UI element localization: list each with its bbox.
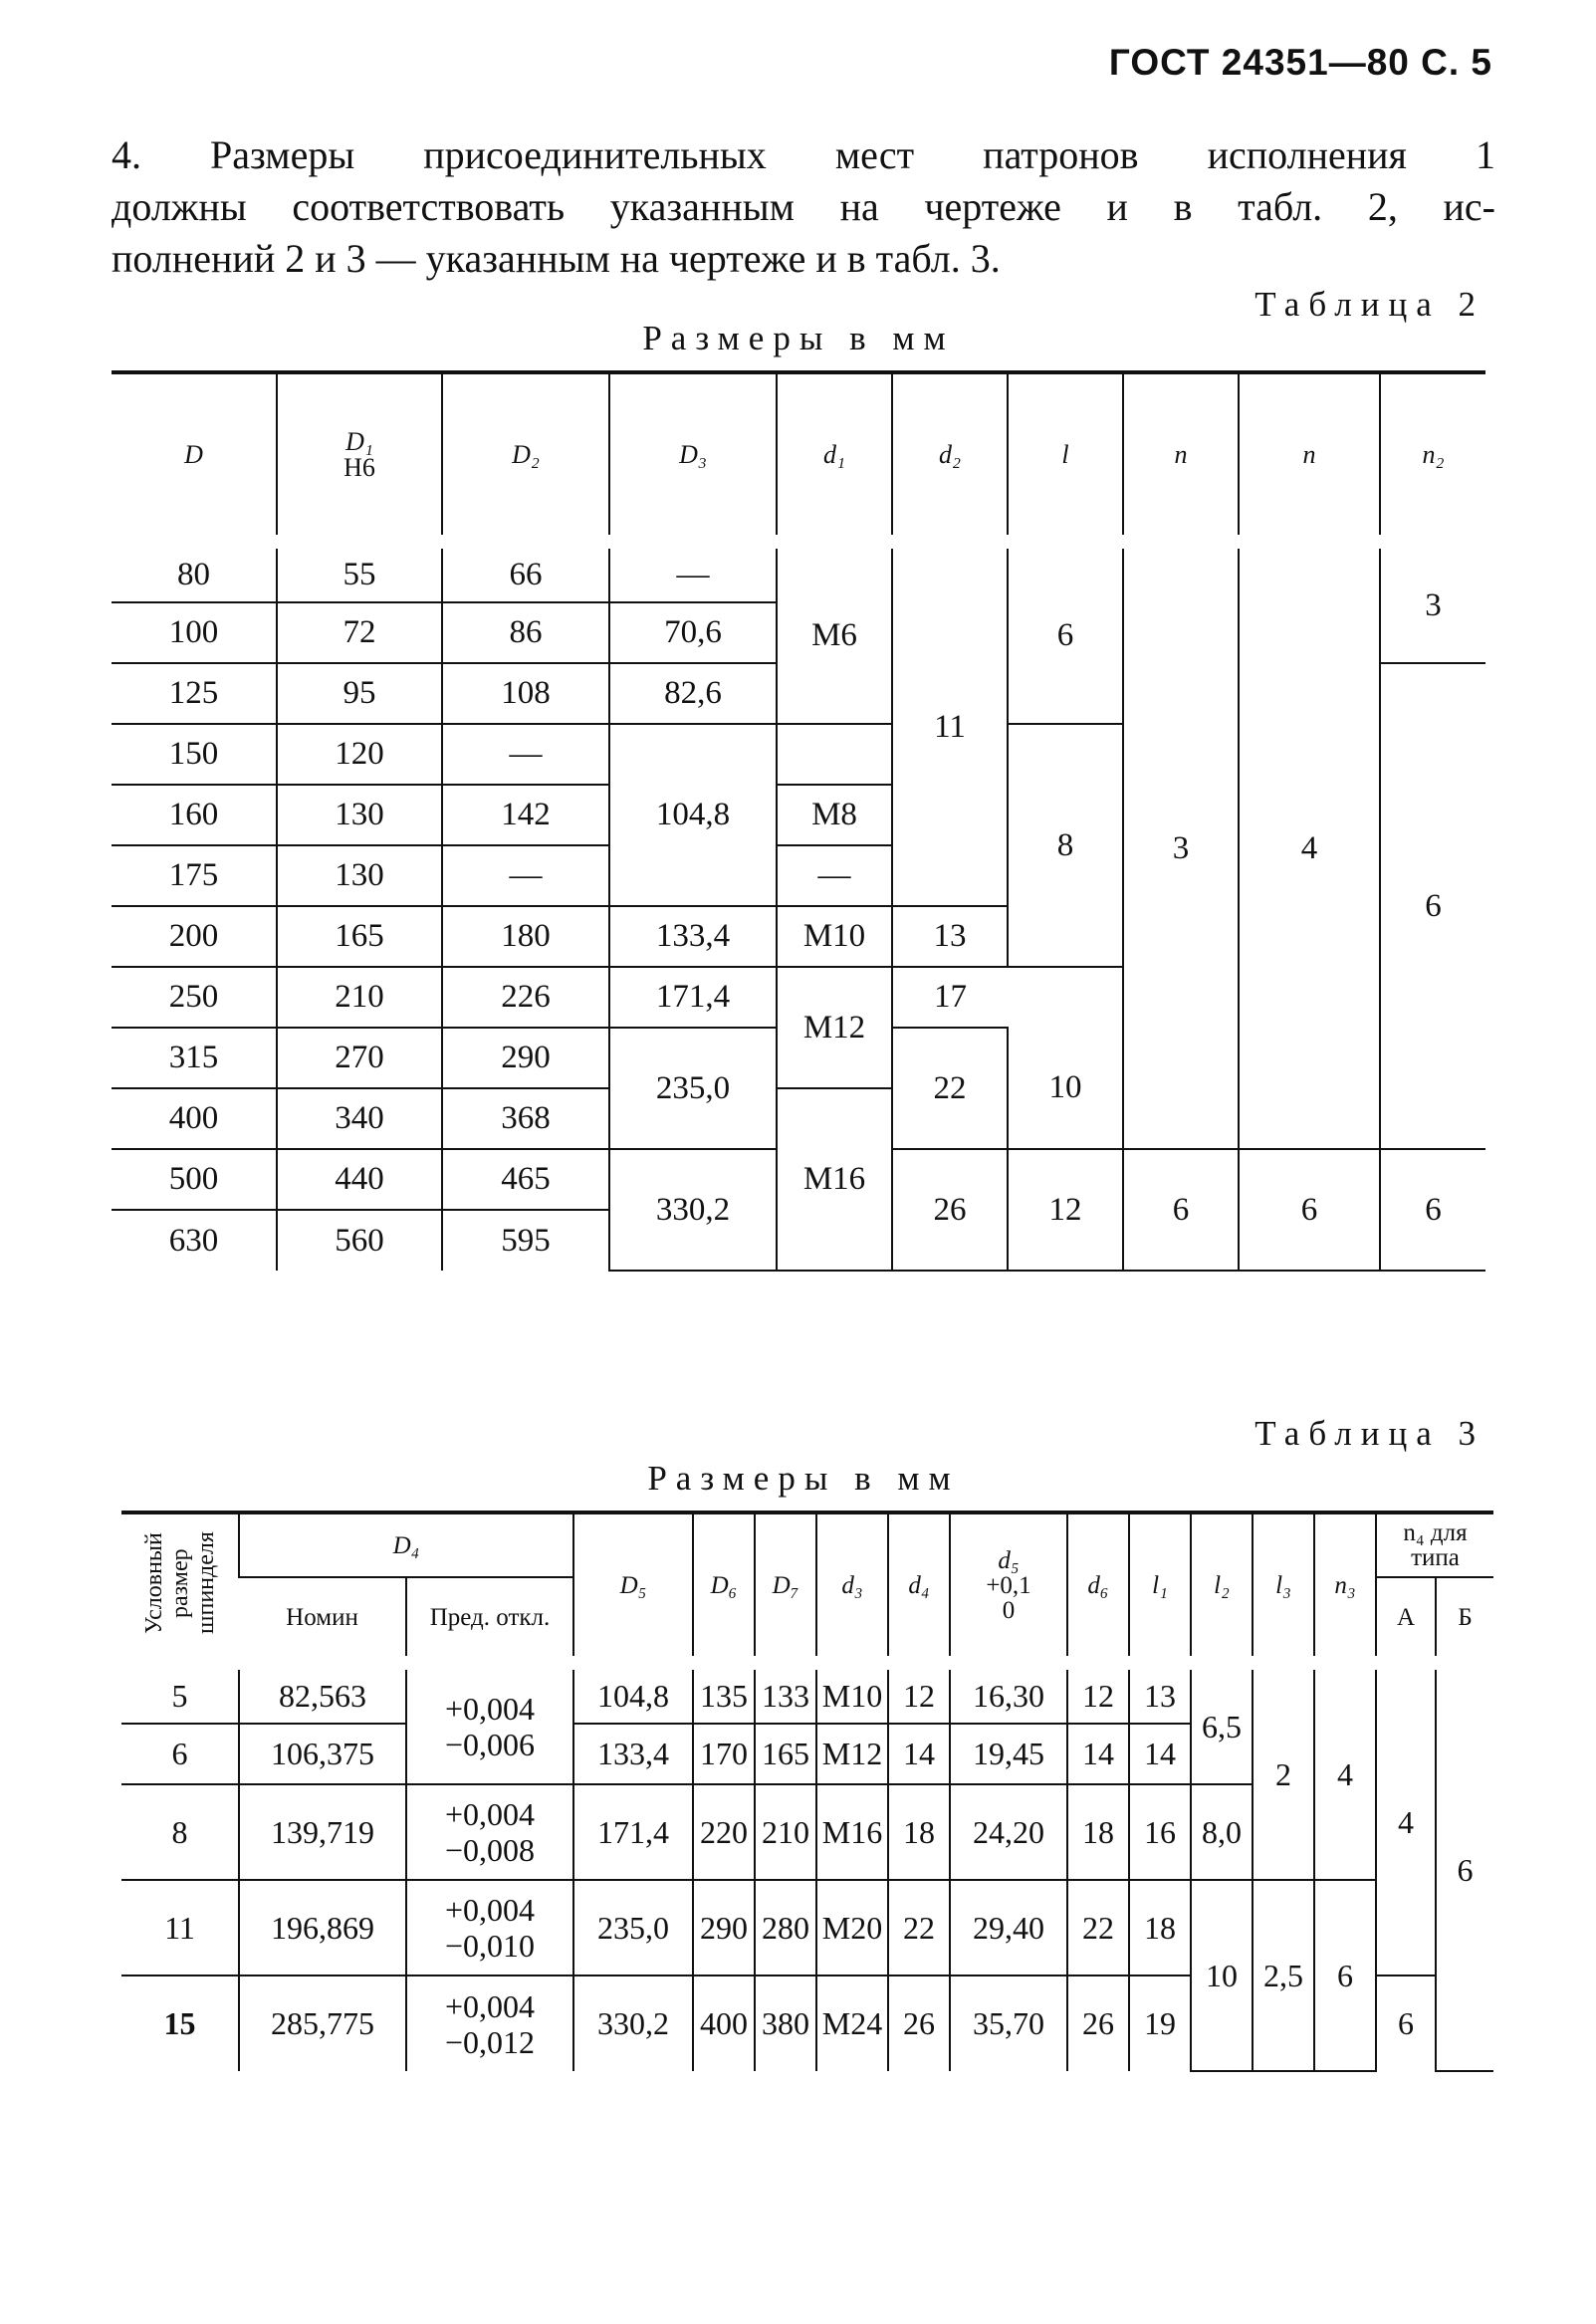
- t3-cell: 10: [1191, 1880, 1253, 2071]
- paragraph-line-3: полнений 2 и 3 — указанным на чертеже и в табл. 3.: [112, 236, 1001, 281]
- t2-cell: М16: [777, 1088, 892, 1271]
- t2-cell: 595: [442, 1210, 609, 1271]
- t3-cell: 133: [755, 1663, 816, 1724]
- t2-cell: 226: [442, 967, 609, 1028]
- t3-cell-pred: +0,004 −0,010: [406, 1880, 573, 1975]
- page-header: ГОСТ 24351—80 С. 5: [1108, 42, 1492, 83]
- t3-cell: 16,30: [950, 1663, 1067, 1724]
- t2-cell: 340: [277, 1088, 442, 1149]
- t3-cell: М16: [816, 1784, 888, 1880]
- t2-cell: 11: [892, 542, 1008, 906]
- t2-cell: 210: [277, 967, 442, 1028]
- table3-label: Таблица 3: [1254, 1414, 1484, 1453]
- t3-cell: 290: [693, 1880, 755, 1975]
- t3-cell: 26: [888, 1975, 950, 2071]
- t3-cell: 104,8: [573, 1663, 693, 1724]
- t2-cell: 368: [442, 1088, 609, 1149]
- t3-cell: М12: [816, 1724, 888, 1784]
- t2-cell: 400: [112, 1088, 277, 1149]
- t2-cell: 6: [1008, 542, 1123, 724]
- t2-cell: 440: [277, 1149, 442, 1210]
- t2-cell: 104,8: [609, 724, 777, 906]
- t3-cell: 4: [1314, 1663, 1376, 1880]
- t2-cell: 130: [277, 785, 442, 845]
- t2-header-d2: d₂: [892, 372, 1008, 542]
- t3-cell: 285,775: [239, 1975, 406, 2071]
- t3-cell-pred: +0,004 −0,008: [406, 1784, 573, 1880]
- t3-cell: 6: [1436, 1663, 1493, 2071]
- t2-cell: 22: [892, 1028, 1008, 1149]
- t3-header-n3: n₃: [1314, 1512, 1376, 1663]
- t3-header-typeA: А: [1376, 1577, 1436, 1663]
- t3-cell: 5: [121, 1663, 239, 1724]
- t3-cell: М20: [816, 1880, 888, 1975]
- t3-header-l3: l₃: [1253, 1512, 1314, 1663]
- t2-cell: —: [777, 845, 892, 906]
- t2-cell: 315: [112, 1028, 277, 1088]
- t3-cell: 210: [755, 1784, 816, 1880]
- t2-cell: 72: [277, 602, 442, 663]
- t2-header-n: n: [1123, 372, 1239, 542]
- paragraph-line-1: 4. Размеры присоединительных мест патронов исполнения 1: [112, 132, 1495, 177]
- t2-cell: 82,6: [609, 663, 777, 724]
- t3-cell: 82,563: [239, 1663, 406, 1724]
- t3-cell: 19,45: [950, 1724, 1067, 1784]
- t3-header-l2: l₂: [1191, 1512, 1253, 1663]
- t2-cell: [777, 724, 892, 785]
- t2-cell: 630: [168, 1222, 219, 1259]
- t3-header-D7: D₇: [755, 1512, 816, 1663]
- t2-cell: 180: [442, 906, 609, 967]
- t2-header-D3: D₃: [609, 372, 777, 542]
- t3-cell: 330,2: [573, 1975, 693, 2071]
- t2-cell: 142: [442, 785, 609, 845]
- t2-cell: 108: [442, 663, 609, 724]
- t3-cell: 400: [693, 1975, 755, 2071]
- t2-header-l: l: [1008, 372, 1123, 542]
- table-row: [121, 1663, 1493, 1724]
- t3-cell: 18: [1129, 1880, 1191, 1975]
- t2-cell: 12: [1008, 1149, 1123, 1271]
- t2-cell: 66: [442, 542, 609, 602]
- t2-cell: М8: [777, 785, 892, 845]
- t3-cell: 16: [1129, 1784, 1191, 1880]
- t2-cell: 95: [277, 663, 442, 724]
- t3-cell: 26: [1067, 1975, 1129, 2071]
- t2-cell: 86: [442, 602, 609, 663]
- t3-cell: 18: [1067, 1784, 1129, 1880]
- t2-cell: 165: [277, 906, 442, 967]
- table3-units: Размеры в мм: [647, 1459, 960, 1498]
- t3-cell: 139,719: [239, 1784, 406, 1880]
- t3-cell: 133,4: [573, 1724, 693, 1784]
- t3-cell: 170: [693, 1724, 755, 1784]
- t2-cell: 120: [277, 724, 442, 785]
- t3-header-d4: d₄: [888, 1512, 950, 1663]
- t3-header-n4: n₄ для типа: [1376, 1512, 1493, 1577]
- t3-cell: 14: [888, 1724, 950, 1784]
- t3-cell: 6: [1376, 1975, 1436, 2071]
- t2-cell: 200: [112, 906, 277, 967]
- t2-cell: —: [609, 542, 777, 602]
- t2-cell: 6: [1239, 1149, 1380, 1271]
- t2-cell: 6: [1380, 1149, 1485, 1271]
- t2-cell: 171,4: [609, 967, 777, 1028]
- t2-cell: М10: [777, 906, 892, 967]
- t2-cell: 150: [112, 724, 277, 785]
- table-3: [121, 1511, 1493, 2072]
- t3-cell: 106,375: [239, 1724, 406, 1784]
- t2-cell: 3: [1123, 542, 1239, 1149]
- t2-header-n1: n: [1239, 372, 1380, 542]
- t3-cell: 135: [693, 1663, 755, 1724]
- t3-cell: 12: [1067, 1663, 1129, 1724]
- t2-cell: 290: [442, 1028, 609, 1088]
- t2-header-D1: D₁ Н6: [277, 372, 442, 542]
- t2-cell: 100: [112, 602, 277, 663]
- t3-cell: 235,0: [573, 1880, 693, 1975]
- t3-header-l1: l₁: [1129, 1512, 1191, 1663]
- t3-cell: 22: [1067, 1880, 1129, 1975]
- t2-header-d1: d₁: [777, 372, 892, 542]
- t2-cell: 130: [277, 845, 442, 906]
- t3-cell: 2: [1253, 1663, 1314, 1880]
- t3-header-D4: D₄: [239, 1512, 573, 1577]
- t3-cell: М24: [816, 1975, 888, 2071]
- t2-cell: 235,0: [609, 1028, 777, 1149]
- t3-header-d6: d₆: [1067, 1512, 1129, 1663]
- t3-cell: 22: [888, 1880, 950, 1975]
- t3-cell-pred: +0,004 −0,006: [406, 1663, 573, 1784]
- t3-header-d5: d₅ +0,1 0: [950, 1512, 1067, 1663]
- table-row: [112, 542, 1485, 602]
- t2-header-D: D: [112, 372, 277, 542]
- t2-cell: 270: [277, 1028, 442, 1088]
- t3-cell: 171,4: [573, 1784, 693, 1880]
- t3-header-pred: Пред. откл.: [406, 1577, 573, 1663]
- t3-cell: 35,70: [950, 1975, 1067, 2071]
- t2-cell: 3: [1380, 542, 1485, 663]
- t2-cell: 175: [112, 845, 277, 906]
- t3-cell: 165: [755, 1724, 816, 1784]
- t2-cell: М12: [777, 967, 892, 1088]
- t3-header-nomin: Номин: [239, 1577, 406, 1663]
- table2-label: Таблица 2: [1254, 285, 1484, 324]
- t3-cell: 14: [1129, 1724, 1191, 1784]
- t3-header-D6: D₆: [693, 1512, 755, 1663]
- t3-cell: 380: [755, 1975, 816, 2071]
- t3-cell: 11: [121, 1880, 239, 1975]
- t2-cell: 560: [277, 1210, 442, 1271]
- t3-header-size: Условный размер шпинделя: [121, 1512, 239, 1663]
- t2-cell: 160: [112, 785, 277, 845]
- t3-cell: 29,40: [950, 1880, 1067, 1975]
- t2-cell: 10: [1008, 1028, 1123, 1149]
- t2-cell: 500: [112, 1149, 277, 1210]
- t3-cell: М10: [816, 1663, 888, 1724]
- t2-cell: 13: [892, 906, 1008, 967]
- t3-cell: 19: [1129, 1975, 1191, 2071]
- t2-header-n2: n₂: [1380, 372, 1485, 542]
- t2-header-D2: D₂: [442, 372, 609, 542]
- t3-cell: 24,20: [950, 1784, 1067, 1880]
- t2-cell: 70,6: [609, 602, 777, 663]
- t3-cell: 15: [163, 2005, 196, 2041]
- t3-header-d3: d₃: [816, 1512, 888, 1663]
- table-row: [121, 1880, 1493, 1975]
- t2-cell: 80: [112, 542, 277, 602]
- t3-cell: 8: [121, 1784, 239, 1880]
- t3-cell: 280: [755, 1880, 816, 1975]
- t2-cell: 250: [112, 967, 277, 1028]
- t3-cell: 8,0: [1191, 1784, 1253, 1880]
- t3-cell: 18: [888, 1784, 950, 1880]
- t3-header-typeB: Б: [1436, 1577, 1493, 1663]
- t3-cell: 4: [1376, 1663, 1436, 1975]
- t3-cell: 6,5: [1191, 1663, 1253, 1784]
- t3-cell: 220: [693, 1784, 755, 1880]
- t3-cell: 6: [121, 1724, 239, 1784]
- t2-cell: 465: [442, 1149, 609, 1210]
- table2-units: Размеры в мм: [642, 319, 955, 357]
- table-2: [112, 370, 1485, 1272]
- t2-cell: 6: [1380, 663, 1485, 1149]
- t2-cell: 55: [277, 542, 442, 602]
- t3-cell: 2,5: [1253, 1880, 1314, 2071]
- t2-cell: —: [442, 845, 609, 906]
- t2-cell: —: [442, 724, 609, 785]
- paragraph-line-2: должны соответствовать указанным на чертеже и в табл. 2, ис-: [112, 184, 1495, 229]
- t2-cell: 8: [1008, 724, 1123, 967]
- t2-cell: 330,2: [609, 1149, 777, 1271]
- paragraph-4: [112, 129, 1495, 285]
- t3-cell: 12: [888, 1663, 950, 1724]
- t3-cell-pred: +0,004 −0,012: [406, 1975, 573, 2071]
- t2-cell: 17: [892, 967, 1008, 1028]
- t2-cell: 133,4: [609, 906, 777, 967]
- t3-cell: 196,869: [239, 1880, 406, 1975]
- t3-cell: 13: [1129, 1663, 1191, 1724]
- t2-cell: М6: [777, 542, 892, 724]
- t3-header-D5: D₅: [573, 1512, 693, 1663]
- t2-cell: 4: [1239, 542, 1380, 1149]
- t2-cell: 26: [892, 1149, 1008, 1271]
- t3-cell: 6: [1314, 1880, 1376, 2071]
- t3-cell: 14: [1067, 1724, 1129, 1784]
- t2-cell: 6: [1123, 1149, 1239, 1271]
- t2-cell: 125: [112, 663, 277, 724]
